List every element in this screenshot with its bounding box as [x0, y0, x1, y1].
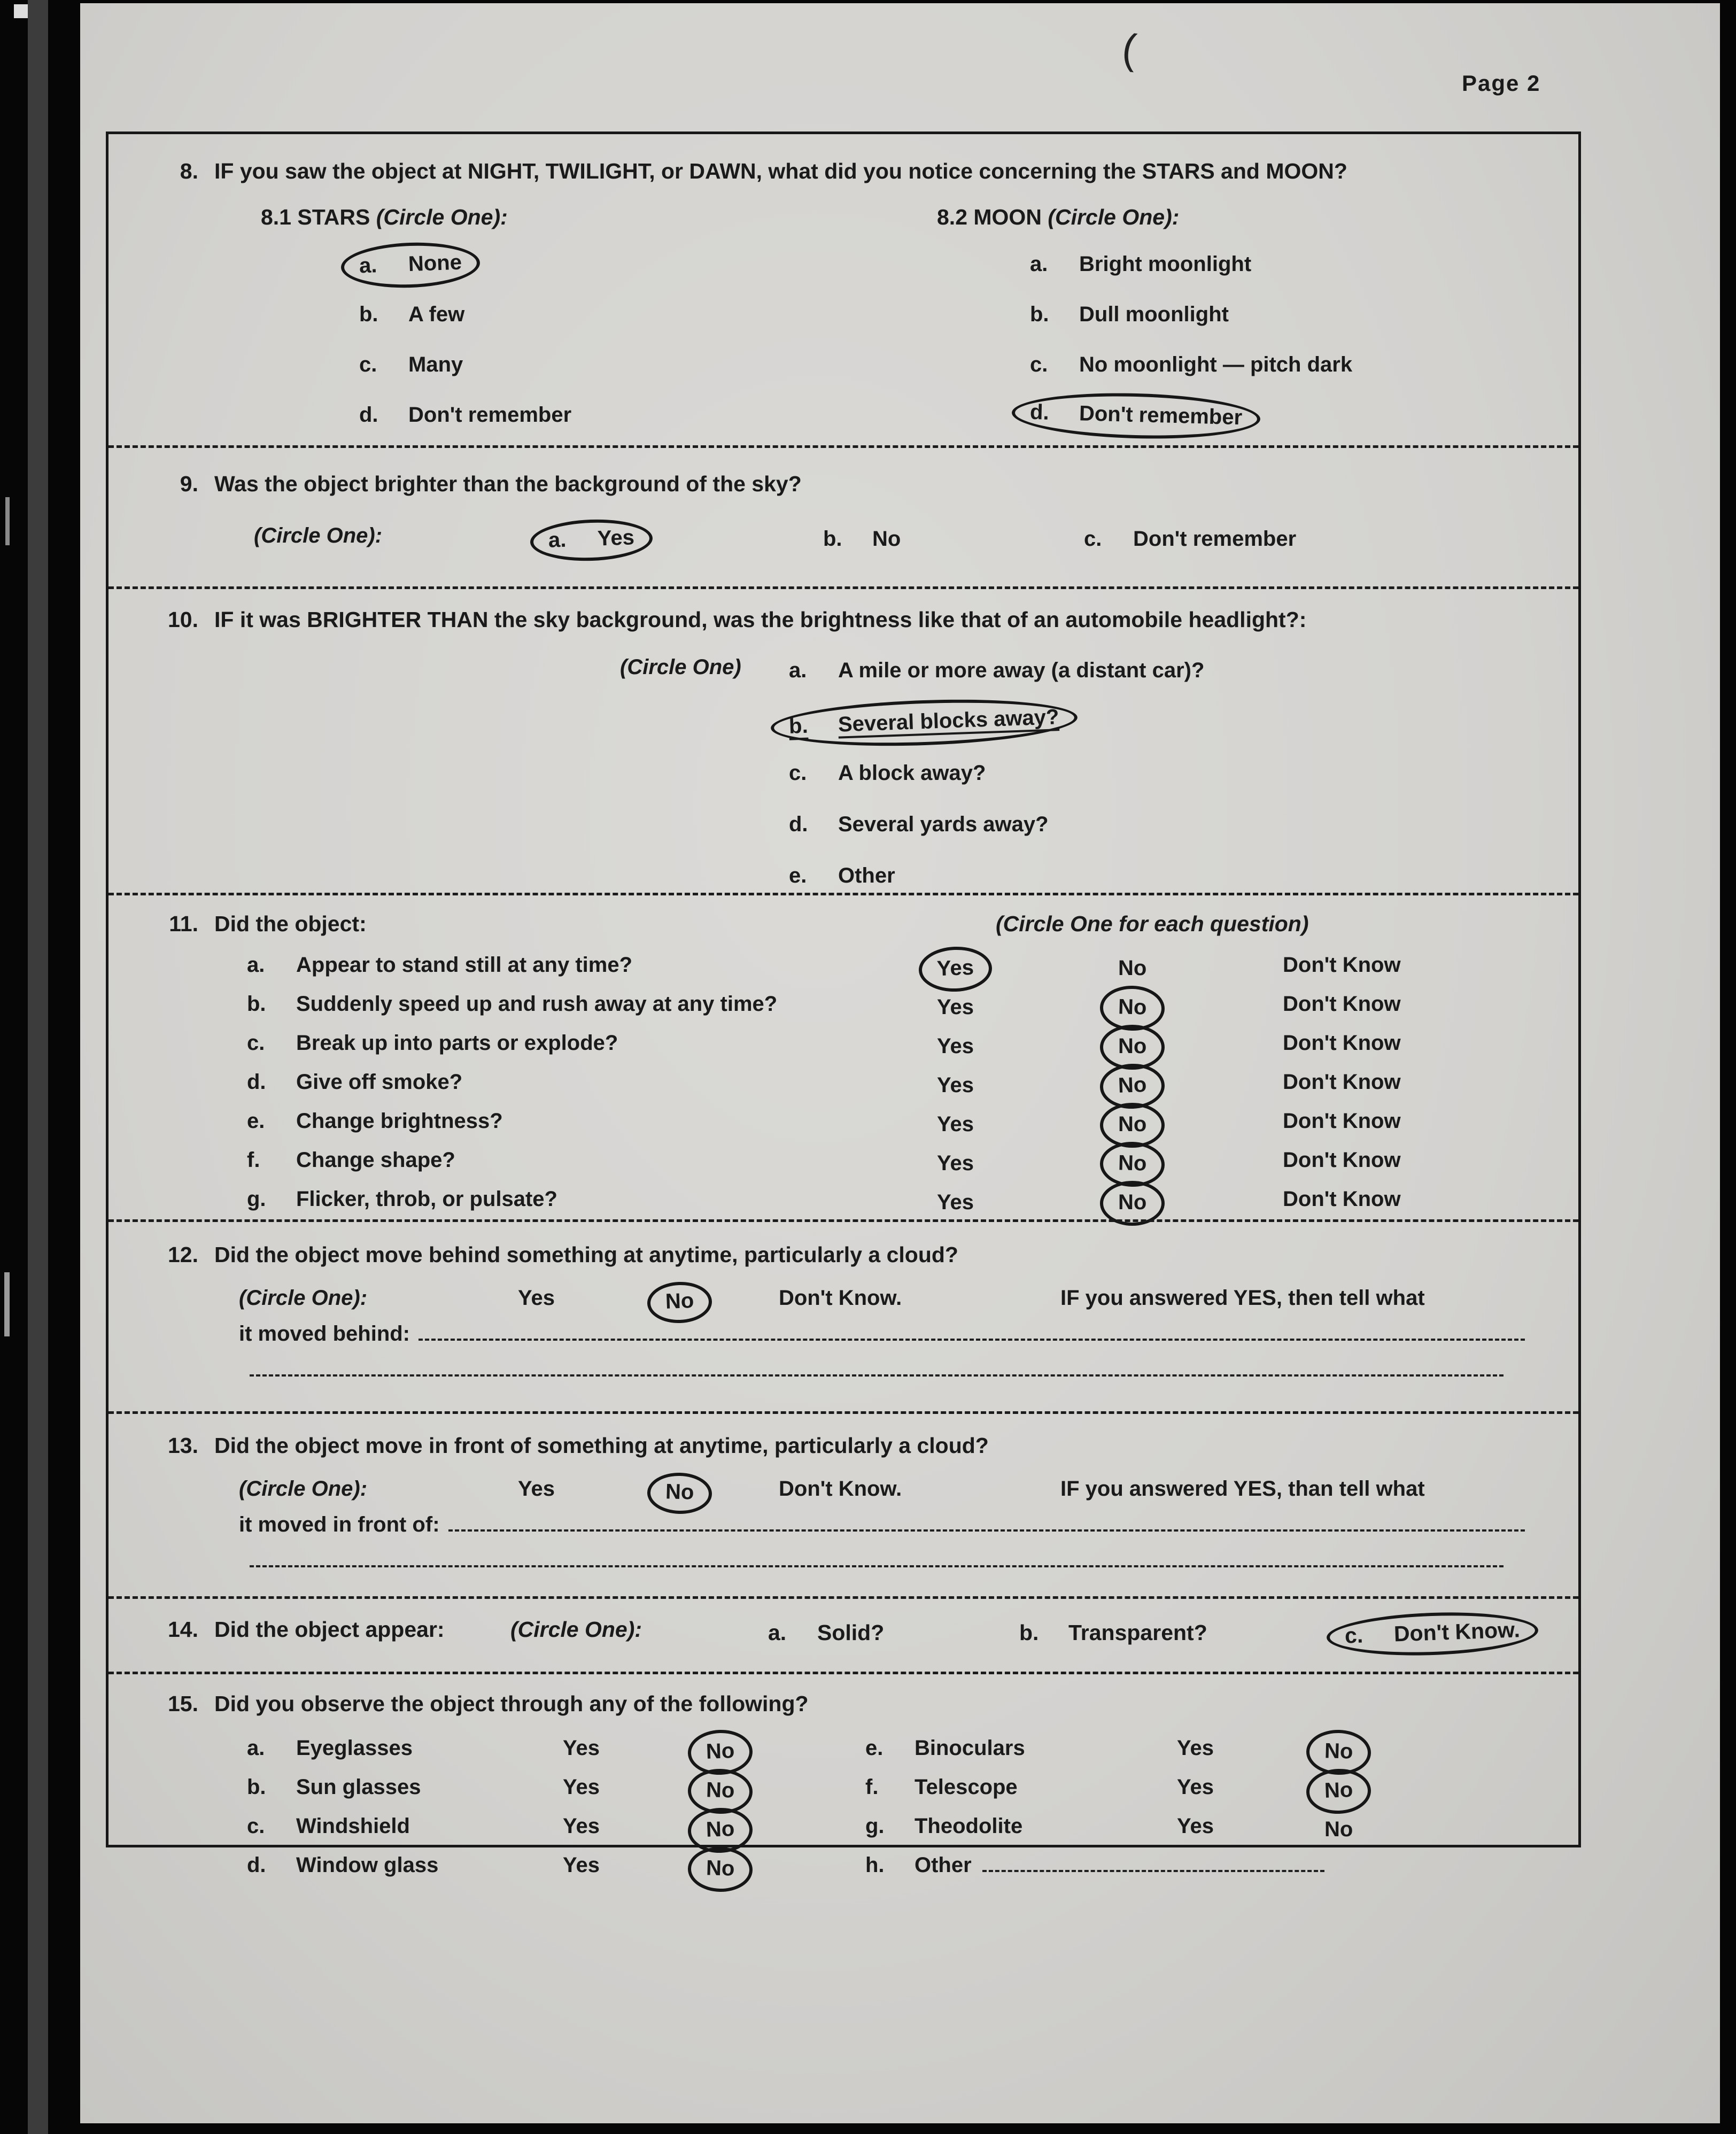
yes-cell: Yes: [563, 1736, 600, 1760]
no-cell: [1321, 1734, 1557, 1768]
option-key: e.: [247, 1109, 265, 1133]
q11-row: [247, 1029, 1557, 1063]
option-key: a.: [768, 1620, 787, 1645]
option-label: Yes: [597, 525, 635, 551]
row-question: Change brightness?: [296, 1109, 503, 1133]
option-row: [1027, 247, 1557, 281]
option-label: A mile or more away (a distant car)?: [838, 659, 1205, 682]
yes-cell: [934, 1185, 1115, 1219]
row-question: Suddenly speed up and rush away at any time?: [296, 992, 778, 1016]
option-key: b.: [1019, 1620, 1039, 1645]
other-row: [865, 1851, 1557, 1885]
q10-options: [620, 653, 1557, 893]
question-10-line: [108, 604, 1557, 635]
option-label: A block away?: [838, 761, 986, 785]
dk-cell: Don't Know: [1283, 1109, 1401, 1133]
answer-circle: [1011, 390, 1261, 442]
option-label: Don't remember: [408, 403, 572, 427]
q13-fill-line: [239, 1510, 1525, 1540]
answer-circle: No: [1324, 1818, 1353, 1841]
yes-cell: [934, 1146, 1115, 1180]
option-key: d.: [359, 403, 378, 427]
scan-artifact: [5, 497, 10, 545]
row-label: [247, 1107, 934, 1141]
option-row: [1081, 524, 1557, 554]
answer-circle: [1012, 243, 1269, 288]
option-key: c.: [359, 353, 377, 376]
answer-circle: [340, 240, 481, 290]
yes-cell: Yes: [1177, 1775, 1214, 1799]
no-cell: [1321, 1773, 1557, 1807]
option-key: e.: [865, 1736, 883, 1760]
q15-row: [247, 1773, 1557, 1807]
circle-one-note: (Circle One):: [239, 1286, 368, 1310]
question-text: Did the object move in front of something at anytime, particularly a cloud?: [214, 1433, 989, 1458]
answer-circle: No: [1118, 956, 1147, 980]
no-cell: [1115, 1185, 1283, 1219]
option-key: b.: [247, 1775, 266, 1799]
conditional-text: IF you answered YES, than tell what: [1060, 1477, 1425, 1501]
answer-circle: [341, 343, 481, 388]
questionnaire-page: [80, 3, 1720, 2123]
answer-circle: [1066, 520, 1314, 561]
option-key: a.: [1030, 252, 1048, 276]
answer-circle: No: [647, 1472, 712, 1514]
item-label: Binoculars: [914, 1736, 1025, 1760]
yes-cell: Yes: [563, 1814, 600, 1838]
subsection-title: 8.1 STARS: [261, 205, 370, 229]
film-edge-strip: [28, 0, 48, 2134]
option-row: [765, 1617, 887, 1649]
answer-circle: Yes: [937, 995, 974, 1019]
answer-circle: No: [1099, 1141, 1165, 1187]
no-cell: [703, 1812, 865, 1846]
yes-cell: [934, 1029, 1115, 1063]
question-number: 11.: [169, 911, 198, 936]
option-key: c.: [247, 1031, 265, 1055]
circle-one-note: (Circle One):: [510, 1617, 642, 1642]
no-cell: [703, 1734, 865, 1768]
answer-circle: No: [1306, 1768, 1372, 1815]
section-q14: [108, 1596, 1578, 1672]
option-label: Solid?: [817, 1620, 885, 1645]
dk-cell: Don't Know.: [779, 1477, 902, 1501]
option-key: g.: [247, 1187, 266, 1211]
q9-answers: [108, 524, 1557, 554]
option-key: b.: [823, 527, 842, 551]
option-row: [356, 398, 937, 432]
q11-row: [247, 1185, 1557, 1219]
scan-artifact: [4, 1272, 10, 1336]
question-number: 12.: [168, 1242, 198, 1267]
row-label: [865, 1773, 1177, 1807]
yes-cell: [934, 990, 1115, 1024]
option-key: d.: [247, 1853, 266, 1877]
row-label: [865, 1812, 1177, 1846]
answer-circle: [771, 803, 1067, 848]
q8-columns: [261, 205, 1557, 432]
answer-circle: [750, 1613, 902, 1655]
circle-one-note: (Circle One): [620, 655, 741, 679]
answer-circle: [771, 752, 1004, 797]
yes-cell: Yes: [518, 1477, 555, 1501]
dk-cell: Don't Know: [1283, 1070, 1401, 1094]
q11-row: [247, 1146, 1557, 1180]
answer-circle: No: [1306, 1729, 1371, 1775]
option-row: [545, 524, 820, 554]
option-key: b.: [359, 303, 378, 326]
q11-row: [247, 1107, 1557, 1141]
answer-circle: No: [1099, 985, 1165, 1031]
no-cell: [1115, 1146, 1283, 1180]
item-label: Theodolite: [914, 1814, 1023, 1838]
q15-row: [247, 1812, 1557, 1846]
stars-options: [356, 247, 937, 432]
fill-label: it moved in front of:: [239, 1513, 440, 1536]
option-key: e.: [789, 864, 807, 887]
scan-artifact: [14, 4, 28, 18]
option-label: Don't remember: [1133, 527, 1297, 551]
dk-cell: Don't Know: [1283, 953, 1401, 977]
option-key: d.: [789, 813, 808, 836]
answer-circle: Yes: [937, 1190, 974, 1214]
question-14-line: [108, 1599, 1557, 1658]
q11-row: [247, 951, 1557, 985]
yes-cell: Yes: [1177, 1736, 1214, 1760]
answer-circle: Yes: [918, 946, 993, 993]
yes-cell: Yes: [1177, 1814, 1214, 1838]
circle-one-note: (Circle One):: [1048, 205, 1180, 229]
option-key: c.: [1084, 527, 1102, 551]
row-label: [247, 1146, 934, 1180]
section-q10: [108, 586, 1578, 893]
row-label: [247, 1851, 563, 1885]
answer-circle: Yes: [937, 1151, 974, 1175]
stars-subheading: [261, 205, 937, 230]
answer-circle: [341, 393, 590, 438]
q13-answers: [108, 1477, 1557, 1507]
option-key: a.: [247, 1736, 265, 1760]
answer-circle: [771, 649, 1222, 694]
question-number: 10.: [168, 607, 198, 632]
yes-cell: [934, 1068, 1115, 1102]
row-label: [247, 1185, 934, 1219]
section-q11: [108, 893, 1578, 1219]
no-cell: [1115, 951, 1283, 985]
no-cell: [703, 1773, 865, 1807]
option-row: [786, 756, 1557, 790]
option-key: a.: [548, 528, 567, 552]
question-text: Did the object move behind something at anytime, particularly a cloud?: [214, 1242, 958, 1267]
answer-circle: [530, 517, 654, 563]
option-key: a.: [247, 953, 265, 977]
q15-row: [247, 1851, 1557, 1885]
option-row: [786, 705, 1557, 739]
item-label: Window glass: [296, 1853, 439, 1877]
question-text: Did the object:: [214, 911, 367, 936]
answer-circle: [770, 695, 1078, 751]
option-key: a.: [789, 659, 807, 682]
option-row: [786, 807, 1557, 841]
page-number: Page 2: [1462, 71, 1541, 96]
option-label: No: [872, 527, 901, 551]
item-label: Windshield: [296, 1814, 410, 1838]
question-11-line: [108, 908, 1557, 939]
option-key: g.: [865, 1814, 885, 1838]
no-cell: [662, 1286, 779, 1317]
option-label: A few: [408, 303, 465, 326]
q12-fill-line: [239, 1319, 1525, 1349]
option-row: [620, 653, 1557, 687]
moon-options: [1027, 247, 1557, 432]
item-label: Eyeglasses: [296, 1736, 413, 1760]
option-row: [1027, 398, 1557, 432]
option-label: Many: [408, 353, 463, 376]
option-label: Several yards away?: [838, 813, 1049, 836]
option-label: Bright moonlight: [1079, 252, 1252, 276]
option-row: [356, 247, 937, 281]
option-row: [1342, 1617, 1523, 1649]
circle-one-note: (Circle One for each question): [996, 911, 1309, 936]
fill-label: it moved behind:: [239, 1322, 410, 1346]
circle-one-note: (Circle One):: [239, 1477, 368, 1501]
answer-circle: [1012, 343, 1370, 388]
answer-circle: No: [687, 1729, 754, 1776]
option-label: Other: [838, 864, 895, 887]
q11-row: [247, 1068, 1557, 1102]
option-key: b.: [247, 992, 266, 1016]
row-label: [247, 951, 934, 985]
fill-blank: [448, 1510, 1525, 1532]
question-number: 13.: [168, 1433, 198, 1458]
form-border: [106, 132, 1581, 1881]
section-q8: [108, 134, 1578, 445]
row-question: Break up into parts or explode?: [296, 1031, 618, 1055]
row-question: Give off smoke?: [296, 1070, 463, 1094]
dk-cell: Don't Know: [1283, 992, 1401, 1016]
question-15-line: [108, 1688, 1557, 1719]
handwritten-mark: (: [1120, 24, 1139, 73]
item-label: Other: [914, 1853, 972, 1877]
question-text: Was the object brighter than the background of the sky?: [214, 471, 802, 496]
answer-circle: No: [1099, 1063, 1166, 1110]
section-q15: [108, 1672, 1578, 1885]
no-cell: [662, 1477, 779, 1507]
option-row: [1016, 1617, 1211, 1649]
question-number: 9.: [180, 471, 198, 496]
no-cell: [1321, 1812, 1557, 1846]
row-label: [865, 1734, 1177, 1768]
option-label: Dull moonlight: [1079, 303, 1229, 326]
no-cell: [1115, 1107, 1283, 1141]
circle-one-note: (Circle One):: [254, 524, 383, 547]
option-label: Don't Know.: [1393, 1617, 1521, 1646]
answer-circle: [1001, 1613, 1226, 1655]
option-label: Transparent?: [1068, 1620, 1207, 1645]
option-key: d.: [247, 1070, 266, 1094]
answer-circle: No: [1100, 1103, 1165, 1148]
question-text: IF you saw the object at NIGHT, TWILIGHT, or DAWN, what did you notice concerning the STARS and MOON?: [214, 159, 1347, 183]
option-row: [1027, 347, 1557, 382]
row-label: [247, 1734, 563, 1768]
answer-circle: No: [687, 1846, 753, 1892]
q15-row: [247, 1734, 1557, 1768]
q15-rows: [247, 1734, 1557, 1885]
answer-circle: Yes: [937, 1112, 974, 1136]
answer-circle: [1326, 1609, 1539, 1659]
option-key: b.: [788, 714, 809, 738]
fill-blank-2: [250, 1374, 1503, 1377]
option-label: None: [408, 250, 462, 276]
option-key: d.: [1029, 400, 1050, 424]
section-q9: [108, 445, 1578, 586]
q11-row: [247, 990, 1557, 1024]
option-row: [786, 859, 1557, 893]
option-label: Don't remember: [1079, 401, 1243, 430]
answer-circle: No: [687, 1768, 753, 1814]
option-key: c.: [1030, 353, 1048, 376]
row-question: Flicker, throb, or pulsate?: [296, 1187, 557, 1211]
option-key: h.: [865, 1853, 885, 1877]
answer-circle: No: [1100, 1181, 1165, 1226]
answer-circle: No: [687, 1807, 754, 1854]
question-9-line: [108, 468, 1557, 499]
row-label: [247, 1029, 934, 1063]
q11-rows: [247, 951, 1557, 1219]
answer-circle: Yes: [937, 1073, 974, 1097]
q12-answers: [108, 1286, 1557, 1317]
dk-cell: Don't Know.: [779, 1286, 902, 1310]
moon-column: [937, 205, 1557, 432]
question-8-line: [108, 156, 1557, 187]
answer-circle: [1012, 293, 1247, 338]
question-text: IF it was BRIGHTER THAN the sky background, was the brightness like that of an automobile headlight?:: [214, 607, 1307, 632]
option-row: [820, 524, 1081, 554]
answer-circle: Yes: [937, 1034, 974, 1058]
question-12-line: [108, 1239, 1557, 1270]
option-label: Several blocks away?: [838, 705, 1060, 737]
no-cell: [1115, 1029, 1283, 1063]
question-number: 15.: [168, 1691, 198, 1716]
yes-cell: Yes: [518, 1286, 555, 1310]
option-row: [1027, 297, 1557, 331]
question-number: 14.: [168, 1617, 198, 1642]
section-q12: [108, 1219, 1578, 1411]
conditional-text: IF you answered YES, then tell what: [1060, 1286, 1425, 1310]
fill-blank-2: [250, 1565, 1503, 1567]
option-key: b.: [1030, 303, 1049, 326]
subsection-title: 8.2 MOON: [937, 205, 1042, 229]
yes-cell: [934, 1107, 1115, 1141]
circle-one-note: (Circle One):: [376, 205, 508, 229]
dk-cell: Don't Know: [1283, 1148, 1401, 1172]
row-label: [247, 1773, 563, 1807]
yes-cell: [934, 951, 1115, 985]
option-key: a.: [359, 253, 378, 278]
dk-cell: Don't Know: [1283, 1187, 1401, 1211]
option-key: f.: [865, 1775, 879, 1799]
row-question: Change shape?: [296, 1148, 455, 1172]
dk-cell: Don't Know: [1283, 1031, 1401, 1055]
option-row: [356, 347, 937, 382]
answer-circle: No: [647, 1281, 713, 1324]
option-label: No moonlight — pitch dark: [1079, 353, 1353, 376]
section-q13: [108, 1411, 1578, 1596]
row-label: [247, 1812, 563, 1846]
item-label: Sun glasses: [296, 1775, 421, 1799]
option-key: c.: [1344, 1622, 1363, 1648]
question-13-line: [108, 1430, 1557, 1461]
answer-circle: [805, 520, 919, 561]
option-key: c.: [789, 761, 807, 785]
other-fill-blank: [982, 1854, 1324, 1872]
no-cell: [703, 1851, 865, 1885]
option-key: c.: [247, 1814, 265, 1838]
row-question: Appear to stand still at any time?: [296, 953, 633, 977]
yes-cell: Yes: [563, 1775, 600, 1799]
row-label: [247, 990, 934, 1024]
option-key: f.: [247, 1148, 260, 1172]
fill-blank: [418, 1319, 1525, 1341]
row-label: [247, 1068, 934, 1102]
moon-subheading: [937, 205, 1557, 230]
no-cell: [1115, 990, 1283, 1024]
question-text: Did the object appear:: [214, 1617, 445, 1642]
question-text: Did you observe the object through any of the following?: [214, 1691, 809, 1716]
question-number: 8.: [180, 159, 198, 183]
item-label: Telescope: [914, 1775, 1018, 1799]
yes-cell: Yes: [563, 1853, 600, 1877]
no-cell: [1115, 1068, 1283, 1102]
answer-circle: [341, 293, 483, 338]
stars-column: [261, 205, 937, 432]
answer-circle: No: [1100, 1025, 1165, 1070]
option-row: [356, 297, 937, 331]
